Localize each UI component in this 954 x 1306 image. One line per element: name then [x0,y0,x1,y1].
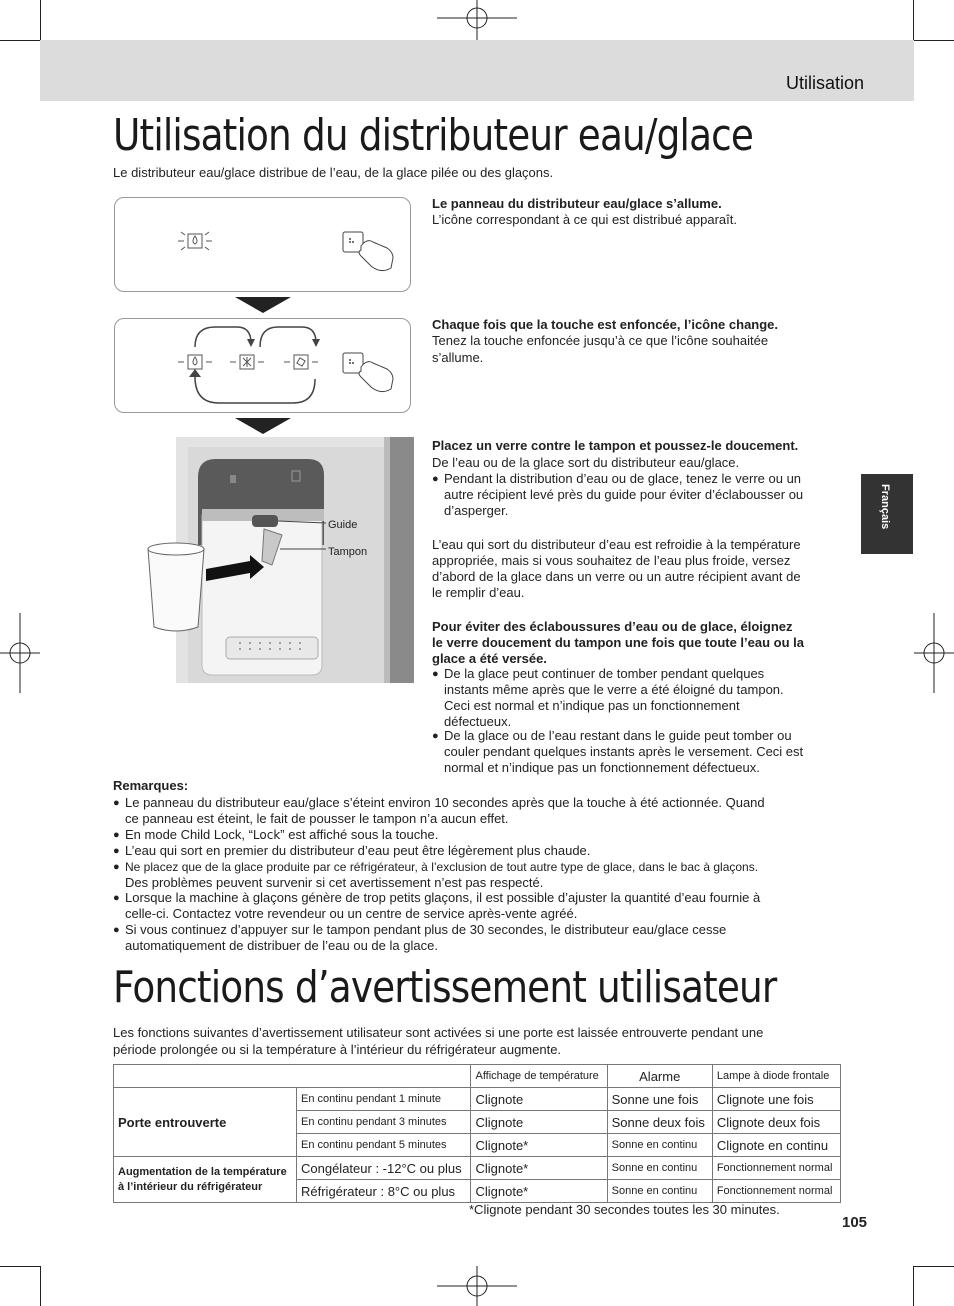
table-header-row [114,1065,841,1088]
bullet-line: ● Pendant la distribution d’eau ou de glace, tenez le verre ou un [444,471,802,486]
water-icon [175,349,215,379]
step2-text-1: Tenez la touche enfoncée jusqu’à ce que l’icône souhaitée [432,333,769,348]
remark-line: ● L’eau qui sort en premier du distributeur d’eau peut être légèrement plus chaude. [125,843,591,858]
table-header: Affichage de température [471,1065,607,1088]
registration-mark [437,1266,517,1306]
table-cell: En continu pendant 5 minutes [297,1134,471,1157]
group-label [114,1157,297,1203]
language-tab-label: Français [879,484,891,530]
page-number: 105 [842,1214,868,1231]
crop-mark [40,0,41,40]
warning-functions-table [113,1064,841,1203]
remark-item [113,843,590,859]
table-cell: Sonne en continu [607,1180,712,1203]
table-cell: Réfrigérateur : 8°C ou plus [297,1180,471,1203]
warn-line: le verre doucement du tampon une fois que toute l’eau ou la [432,635,804,650]
crop-mark [914,1266,954,1267]
bullet-line: défectueux. [444,714,512,729]
step-arrow [235,297,291,313]
section-intro: Le distributeur eau/glace distribue de l’eau, de la glace pilée ou des glaçons. [113,165,554,180]
label-guide: Guide [328,519,358,531]
remark-item [113,890,760,922]
section2-intro-1: Les fonctions suivantes d’avertissement utilisateur sont activées si une porte est laissée entrouverte pendant une [113,1025,764,1040]
group-label-line: à l’intérieur du réfrigérateur [118,1180,263,1193]
group-label-line: Augmentation de la température [118,1165,287,1178]
step3-bullet-1 [432,471,803,519]
remark-line: Des problèmes peuvent survenir si cet avertissement n’est pas respecté. [125,875,544,890]
crop-mark [914,40,954,41]
crop-mark [40,1266,41,1306]
para-line: L’eau qui sort du distributeur d’eau est refroidie à la température [432,537,801,552]
table-cell: Clignote en continu [712,1134,840,1157]
section-title: Fonctions d’avertissement utilisateur [113,962,777,1013]
step3-bullet-3 [432,728,803,776]
table-cell: Clignote deux fois [712,1111,840,1134]
registration-mark [0,613,40,693]
bullet-line: instants même après que le verre a été éloigné du tampon. [444,682,784,697]
table-empty-header [114,1065,471,1088]
table-cell: Sonne une fois [607,1088,712,1111]
step3-bullet-2 [432,666,784,730]
step1-text: L’icône correspondant à ce qui est distribué apparaît. [432,212,737,227]
ice-cubes-icon [281,349,321,379]
table-cell: Fonctionnement normal [712,1180,840,1203]
step3-text: De l’eau ou de la glace sort du distributeur eau/glace. [432,455,740,470]
para-line: appropriée, mais si vous souhaitez de l’eau plus froide, versez [432,553,791,568]
table-cell: Clignote une fois [712,1088,840,1111]
para-line: le remplir d’eau. [432,585,525,600]
touch-button-icon [341,349,401,394]
warn-line: Pour éviter des éclaboussures d’eau ou de glace, éloignez [432,619,793,634]
bullet-line: normal et n’indique pas un fonctionnement défectueux. [444,760,760,775]
dispenser-illustration [140,437,414,683]
step-arrow [235,418,291,434]
table-cell: Clignote [471,1111,607,1134]
table-cell: Clignote* [471,1180,607,1203]
table-cell: Clignote* [471,1134,607,1157]
remark-line: celle-ci. Contactez votre revendeur ou un centre de service après-vente agréé. [125,906,578,921]
crop-mark [0,40,40,41]
dispenser-panel-cycle [114,318,411,413]
table-header: Lampe à diode frontale [712,1065,840,1088]
remark-item [113,827,438,843]
crop-mark [913,0,914,40]
remark-item [113,859,758,891]
remark-item [113,795,765,827]
bullet-line: autre récipient levé près du guide pour éviter d’éclabousser ou [444,487,804,502]
splash-warning-heading [432,619,804,667]
table-cell: En continu pendant 1 minute [297,1088,471,1111]
remark-line: ce panneau est éteint, le fait de pousser le tampon n’a aucun effet. [125,811,509,826]
table-cell: Sonne en continu [607,1157,712,1180]
crushed-ice-icon [227,349,267,379]
remark-line: automatiquement de distribuer de l’eau ou de la glace. [125,938,438,953]
table-cell: Clignote* [471,1157,607,1180]
registration-mark [437,0,517,40]
label-tampon: Tampon [328,546,368,558]
bullet-line: Ceci est normal et n’indique pas un fonctionnement [444,698,740,713]
table-row [114,1157,841,1180]
header-bar [40,40,914,101]
remark-line: ● Lorsque la machine à glaçons génère de trop petits glaçons, il est possible d’ajuster la quantité d’eau fournie à [125,890,761,905]
remark-text: ” est affiché sous la touche. [280,827,439,842]
step1-heading: Le panneau du distributeur eau/glace s’allume. [432,196,722,211]
crop-mark [913,1266,914,1306]
table-cell: En continu pendant 3 minutes [297,1111,471,1134]
remark-item [113,922,726,954]
bullet-line: ● De la glace ou de l’eau restant dans le guide peut tomber ou [444,728,792,743]
group-label: Porte entrouverte [114,1088,297,1157]
remark-text: En mode Child Lock, “ [125,827,253,842]
section-title: Utilisation du distributeur eau/glace [113,110,754,161]
section2-intro-2: période prolongée ou si la température à l’intérieur du réfrigérateur augmente. [113,1042,562,1057]
lock-indicator: Lock [252,828,281,842]
table-cell: Clignote [471,1088,607,1111]
remarks-heading: Remarques: [113,778,189,793]
table-footnote: *Clignote pendant 30 secondes toutes les 30 minutes. [469,1202,780,1217]
bullet-line: ● De la glace peut continuer de tomber pendant quelques [444,666,765,681]
step3-paragraph [432,537,801,601]
warn-line: glace a été versée. [432,651,547,666]
table-row [114,1088,841,1111]
crop-mark [0,1266,40,1267]
para-line: d’abord de la glace dans un verre ou un autre récipient avant de [432,569,801,584]
table-cell: Fonctionnement normal [712,1157,840,1180]
remark-line: ● Ne placez que de la glace produite par ce réfrigérateur, à l’exclusion de tout autre type de glace, dans le bac à glaçons. [125,860,759,874]
table-header: Alarme [607,1065,712,1088]
bullet-line: d’asperger. [444,503,509,518]
registration-mark [914,613,954,693]
table-cell: Sonne en continu [607,1134,712,1157]
table-cell: Sonne deux fois [607,1111,712,1134]
touch-button-icon [341,228,401,273]
bullet-line: couler pendant quelques instants après le versement. Ceci est [444,744,804,759]
dispenser-panel-lit [114,197,411,292]
step2-text-2: s’allume. [432,350,484,365]
step3-heading: Placez un verre contre le tampon et poussez-le doucement. [432,438,799,453]
water-icon [175,228,215,258]
remark-line: ● Si vous continuez d’appuyer sur le tampon pendant plus de 30 secondes, le distributeur eau/glace cesse [125,922,727,937]
language-tab [861,474,913,554]
table-cell: Congélateur : -12°C ou plus [297,1157,471,1180]
step2-heading: Chaque fois que la touche est enfoncée, l’icône change. [432,317,779,332]
section-label: Utilisation [785,73,864,93]
remark-line: ● Le panneau du distributeur eau/glace s’éteint environ 10 secondes après que la touche à été actionnée. Quand [125,795,765,810]
